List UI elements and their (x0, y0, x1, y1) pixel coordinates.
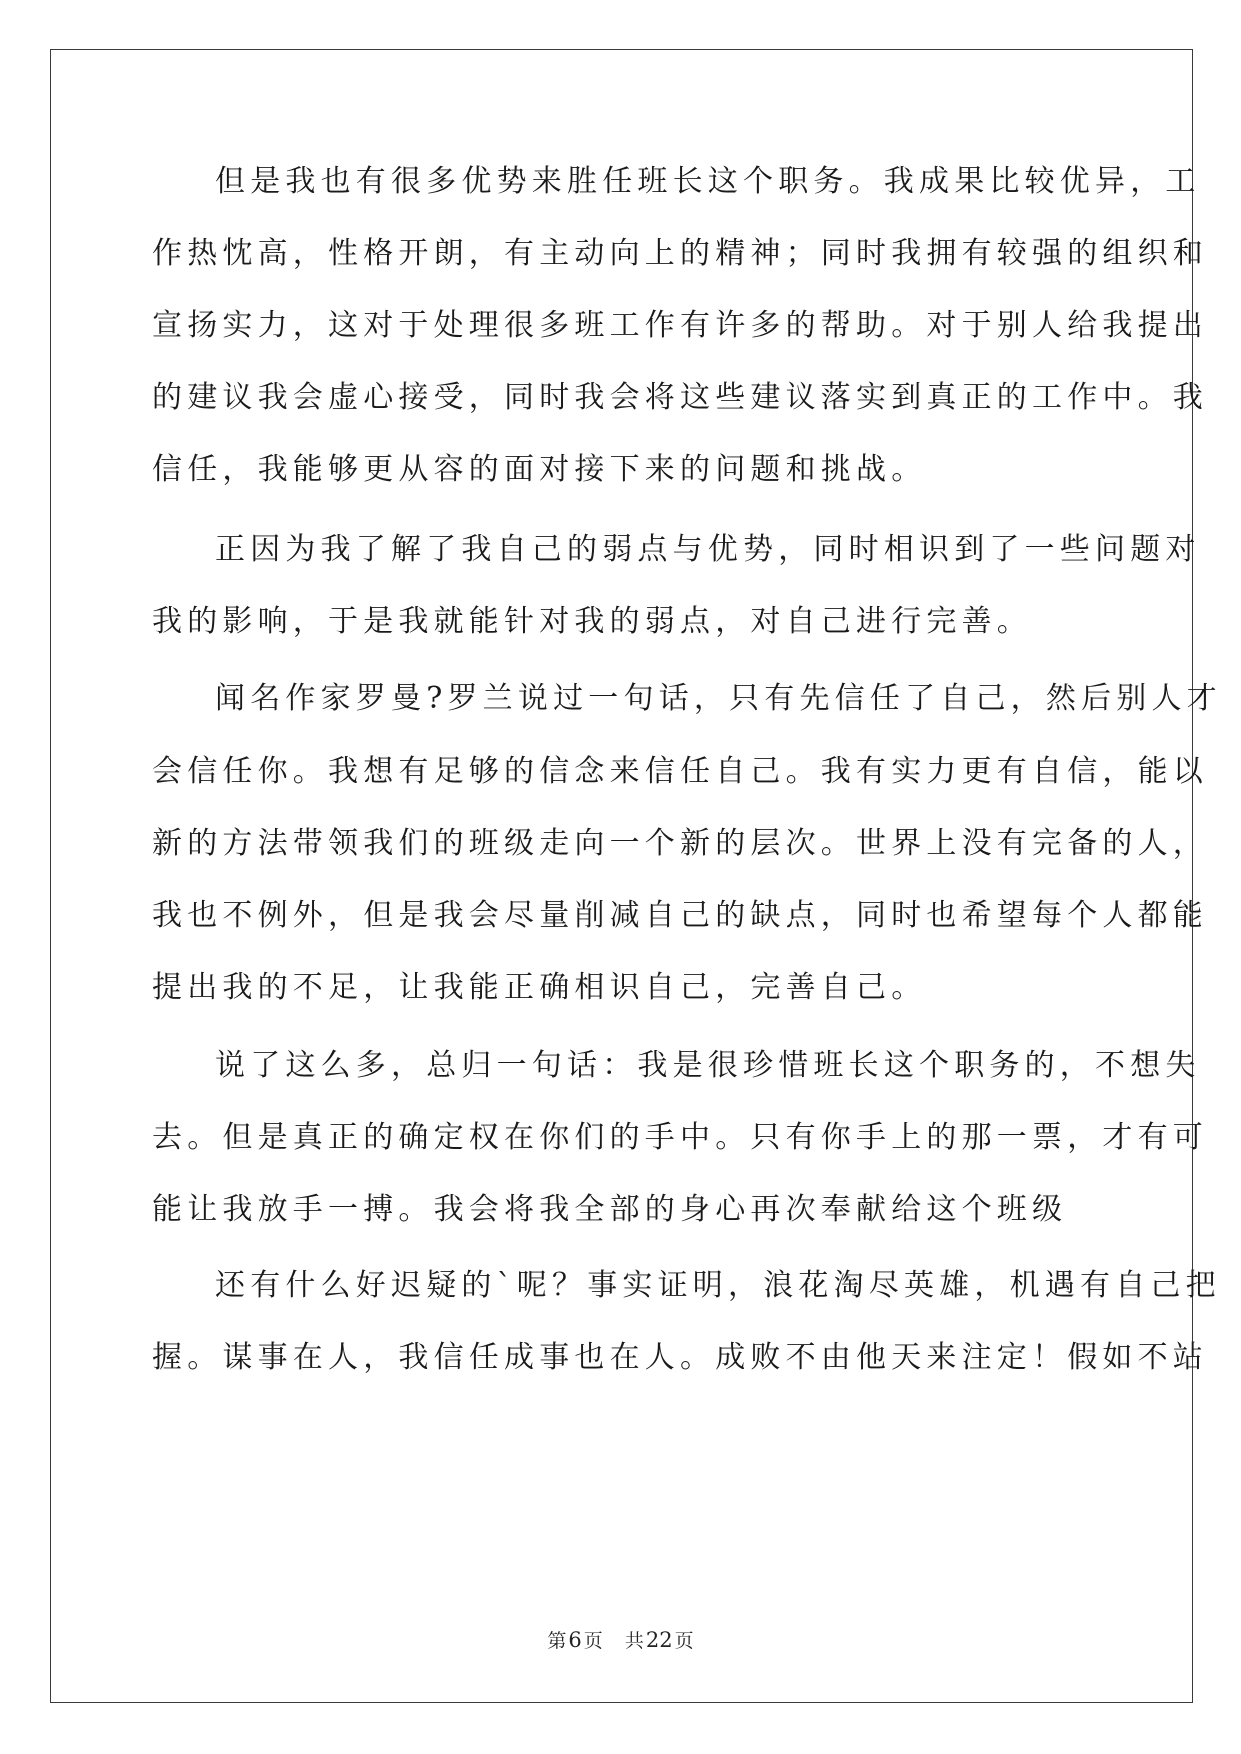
paragraph-line: 说了这么多，总归一句话：我是很珍惜班长这个职务的，不想失 (215, 1048, 1201, 1083)
paragraph-line: 的建议我会虚心接受，同时我会将这些建议落实到真正的工作中。我 (152, 380, 1208, 415)
page-number: 6 (568, 1628, 582, 1652)
paragraph-line: 信任，我能够更从容的面对接下来的问题和挑战。 (152, 452, 927, 487)
paragraph-line: 我也不例外，但是我会尽量削减自己的缺点，同时也希望每个人都能 (152, 898, 1208, 933)
paragraph-line: 我的影响，于是我就能针对我的弱点，对自己进行完善。 (152, 604, 1032, 639)
paragraph-line: 会信任你。我想有足够的信念来信任自己。我有实力更有自信，能以 (152, 754, 1208, 789)
page-prefix: 第 (547, 1630, 567, 1652)
paragraph-line: 提出我的不足，让我能正确相识自己，完善自己。 (152, 970, 927, 1005)
page-suffix: 页 (583, 1630, 603, 1652)
paragraph-line: 正因为我了解了我自己的弱点与优势，同时相识到了一些问题对 (215, 532, 1201, 567)
total-suffix: 页 (674, 1630, 694, 1652)
paragraph-line: 能让我放手一搏。我会将我全部的身心再次奉献给这个班级 (152, 1192, 1068, 1227)
page-footer (0, 1626, 1241, 1653)
paragraph-line: 但是我也有很多优势来胜任班长这个职务。我成果比较优异，工 (215, 164, 1201, 199)
paragraph-line: 新的方法带领我们的班级走向一个新的层次。世界上没有完备的人， (152, 826, 1208, 861)
paragraph-line: 还有什么好迟疑的`呢？事实证明，浪花淘尽英雄，机遇有自己把 (215, 1268, 1221, 1303)
paragraph-line: 宣扬实力，这对于处理很多班工作有许多的帮助。对于别人给我提出 (152, 308, 1208, 343)
paragraph-line: 闻名作家罗曼?罗兰说过一句话，只有先信任了自己，然后别人才 (215, 681, 1222, 716)
paragraph-line: 作热忱高，性格开朗，有主动向上的精神；同时我拥有较强的组织和 (152, 236, 1208, 271)
paragraph-line: 握。谋事在人，我信任成事也在人。成败不由他天来注定！假如不站 (152, 1340, 1208, 1375)
total-pages: 22 (645, 1628, 673, 1652)
page-border (50, 49, 1193, 1703)
total-prefix: 共 (624, 1630, 644, 1652)
paragraph-line: 去。但是真正的确定权在你们的手中。只有你手上的那一票，才有可 (152, 1120, 1208, 1155)
